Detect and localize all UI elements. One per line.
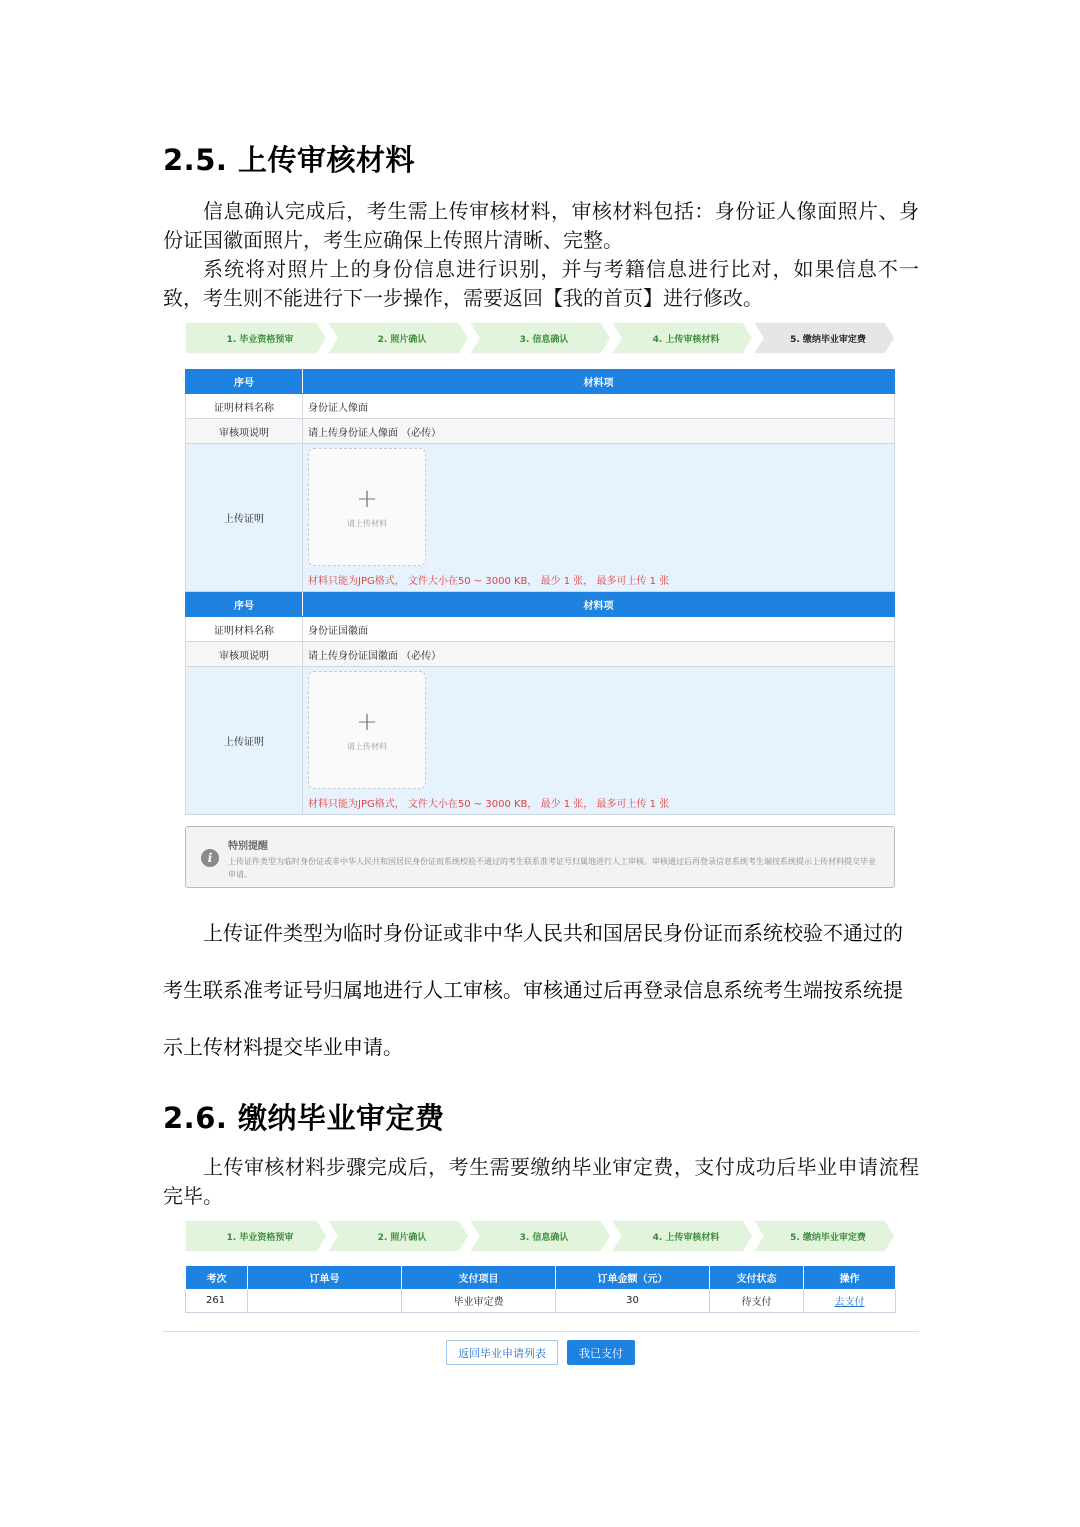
header-item: 材料项 [583, 600, 614, 612]
label-review-desc: 审核项说明 [186, 642, 303, 666]
step-3 [469, 322, 611, 354]
col-amount: 订单金额（元） [556, 1266, 710, 1289]
table-row [186, 1289, 896, 1312]
step-5 [753, 1220, 895, 1252]
section2-text [163, 1153, 919, 1211]
step-5 [753, 322, 895, 354]
table-row [185, 642, 895, 667]
section-title-fee: 2.6. 缴纳毕业审定费 [163, 1101, 445, 1135]
upload-note: 材料只能为JPG格式， 文件大小在50 ~ 3000 KB， 最少 1 张， 最多可上传 1 张 [308, 576, 670, 587]
upload-dropzone[interactable] [308, 448, 426, 566]
divider [163, 1331, 919, 1332]
step-label: 3. 信息确认 [519, 334, 569, 345]
section-title-upload: 2.5. 上传审核材料 [163, 143, 415, 177]
col-order-no: 订单号 [248, 1266, 402, 1289]
section1-paragraph-2: 系统将对照片上的身份信息进行识别，并与考籍信息进行比对，如果信息不一致，考生则不能进行下一步操作，需要返回【我的首页】进行修改。 [163, 257, 919, 310]
step-label: 4. 上传审核材料 [652, 334, 720, 345]
table-row [185, 394, 895, 419]
header-seq: 序号 [186, 369, 303, 393]
step-1 [185, 322, 327, 354]
upload-dropzone[interactable] [308, 671, 426, 789]
section1-text [163, 197, 919, 313]
notice-body: 上传证件类型为临时身份证或非中华人民共和国居民身份证而系统校验不通过的考生联系准考证号归属地进行人工审核。审核通过后再登录信息系统考生端按系统提示上传材料提交毕业申请。 [228, 857, 876, 879]
label-upload: 上传证明 [186, 444, 303, 591]
material-header-row [185, 592, 895, 617]
step-label: 4. 上传审核材料 [652, 1232, 720, 1243]
info-icon: i [201, 849, 219, 867]
progress-steps-fee [185, 1220, 895, 1252]
step-4 [611, 322, 753, 354]
back-to-list-button[interactable]: 返回毕业申请列表 [446, 1340, 558, 1365]
step-1 [185, 1220, 327, 1252]
cell-order-no [248, 1289, 402, 1312]
upload-hint: 请上传材料 [347, 518, 387, 528]
upload-cell [303, 444, 894, 591]
step-2 [327, 322, 469, 354]
material-name: 身份证人像面 [308, 402, 368, 414]
label-material-name: 证明材料名称 [186, 394, 303, 418]
upload-row [185, 667, 895, 815]
step-label: 1. 毕业资格预审 [226, 1232, 294, 1243]
fee-table [185, 1266, 896, 1313]
material-name: 身份证国徽面 [308, 625, 368, 637]
header-item: 材料项 [583, 377, 614, 389]
col-session: 考次 [186, 1266, 248, 1289]
step-label: 1. 毕业资格预审 [226, 334, 294, 345]
paid-button[interactable]: 我已支付 [567, 1340, 635, 1365]
section2-paragraph-1: 上传审核材料步骤完成后，考生需要缴纳毕业审定费，支付成功后毕业申请流程完毕。 [163, 1155, 919, 1208]
cell-pay-item: 毕业审定费 [402, 1289, 556, 1312]
step-label: 5. 缴纳毕业审定费 [790, 334, 866, 345]
cell-session: 261 [186, 1289, 248, 1312]
table-row [185, 617, 895, 642]
material-header-row [185, 369, 895, 394]
step-label: 2. 照片确认 [377, 334, 427, 345]
plus-icon: + [356, 483, 378, 514]
col-status: 支付状态 [710, 1266, 804, 1289]
cell-amount: 30 [556, 1289, 710, 1312]
go-pay-link[interactable]: 去支付 [834, 1297, 865, 1308]
material-block [185, 592, 895, 815]
section1-paragraph-1: 信息确认完成后，考生需上传审核材料，审核材料包括：身份证人像面照片、身份证国徽面照片，考生应确保上传照片清晰、完整。 [163, 199, 919, 252]
upload-note: 材料只能为JPG格式， 文件大小在50 ~ 3000 KB， 最少 1 张， 最多可上传 1 张 [308, 799, 670, 810]
step-3 [469, 1220, 611, 1252]
col-pay-item: 支付项目 [402, 1266, 556, 1289]
notice-paragraph: 上传证件类型为临时身份证或非中华人民共和国居民身份证而系统校验不通过的考生联系准考证号归属地进行人工审核。审核通过后再登录信息系统考生端按系统提示上传材料提交毕业申请。 [163, 921, 903, 1059]
progress-steps-upload [185, 322, 895, 354]
material-block [185, 369, 895, 592]
special-notice-box [185, 826, 895, 888]
step-label: 5. 缴纳毕业审定费 [790, 1232, 866, 1243]
review-desc: 请上传身份证国徽面 （必传） [308, 650, 442, 662]
upload-hint: 请上传材料 [347, 741, 387, 751]
fee-table-header [186, 1266, 896, 1289]
step-2 [327, 1220, 469, 1252]
material-table [185, 369, 895, 815]
col-action: 操作 [804, 1266, 896, 1289]
upload-cell [303, 667, 894, 814]
step-label: 2. 照片确认 [377, 1232, 427, 1243]
cell-status: 待支付 [710, 1289, 804, 1312]
upload-row [185, 444, 895, 592]
step-4 [611, 1220, 753, 1252]
notice-title: 特别提醒 [228, 841, 268, 852]
plus-icon: + [356, 706, 378, 737]
table-row [185, 419, 895, 444]
header-seq: 序号 [186, 592, 303, 616]
label-material-name: 证明材料名称 [186, 617, 303, 641]
cell-action [804, 1289, 896, 1312]
label-upload: 上传证明 [186, 667, 303, 814]
step-label: 3. 信息确认 [519, 1232, 569, 1243]
review-desc: 请上传身份证人像面 （必传） [308, 427, 442, 439]
label-review-desc: 审核项说明 [186, 419, 303, 443]
